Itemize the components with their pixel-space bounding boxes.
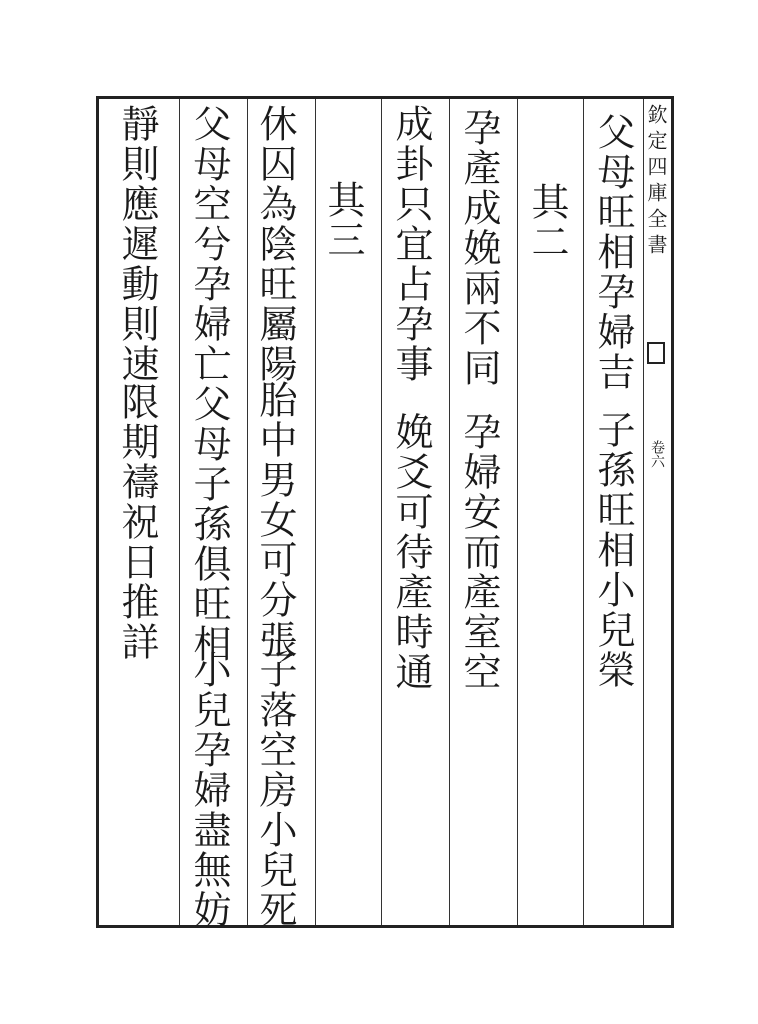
page-border: [96, 96, 674, 928]
column-rule: [247, 99, 248, 925]
verse-line: 父母子孫俱旺相: [187, 384, 231, 664]
section-heading: 其三: [321, 180, 365, 260]
verse-line: 父母空兮孕婦亡: [187, 104, 231, 384]
verse-line: 胎中男女可分張: [253, 380, 297, 660]
verse-line: 子落空房小兒死: [253, 650, 297, 930]
verse-line: 娩爻可待產時通: [389, 412, 433, 692]
verse-line: 孕婦安而產室空: [457, 412, 501, 692]
fishtail-mark: [647, 342, 665, 364]
column-rule: [449, 99, 450, 925]
column-rule: [381, 99, 382, 925]
verse-line: 孕產成娩兩不同: [457, 108, 501, 388]
margin-title: 欽定四庫全書: [644, 104, 668, 260]
verse-line: 小兒孕婦盡無妨: [187, 650, 231, 930]
verse-line: 休囚為陰旺屬陽: [253, 104, 297, 384]
margin-volume: 卷六: [649, 440, 665, 468]
verse-line: 成卦只宜占孕事: [389, 104, 433, 384]
column-rule: [583, 99, 584, 925]
column-rule: [517, 99, 518, 925]
column-rule: [179, 99, 180, 925]
verse-line: 靜則應遲動則速: [115, 104, 159, 384]
verse-line: 父母旺相孕婦吉: [591, 112, 635, 392]
column-rule: [315, 99, 316, 925]
verse-line: 限期禱祝日推詳: [115, 382, 159, 662]
section-heading: 其二: [525, 182, 569, 262]
verse-line: 子孫旺相小兒榮: [591, 410, 635, 690]
